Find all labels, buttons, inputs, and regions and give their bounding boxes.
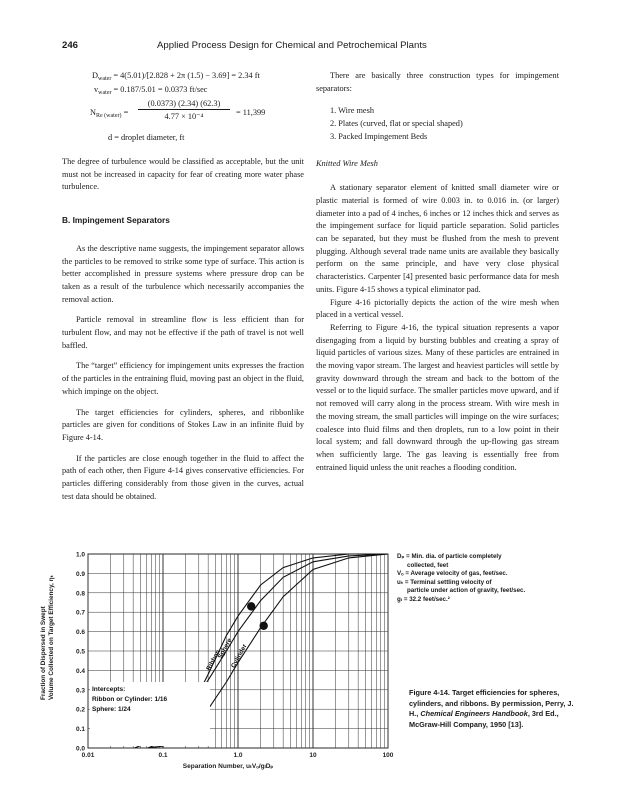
y-tick-label: 0.1: [75, 726, 85, 734]
list-item: 2. Plates (curved, flat or special shaped): [330, 119, 463, 129]
page-number: 246: [62, 40, 79, 51]
y-tick-label: 0.8: [75, 590, 85, 598]
y-tick-label: 0.9: [75, 570, 85, 578]
paragraph: The degree of turbulence would be classified as acceptable, but the unit must not be increased in capacity for fear of creating more water phase turbulence.: [62, 157, 304, 192]
y-tick-label: 0.0: [75, 745, 85, 753]
paragraph: As the descriptive name suggests, the impingement separator allows the particles to be removed to strike some type of surface. This action is better accomplished in pressure systems where pressure drop can be taken as a result of the turbulence which necessarily accompanies the removal action.: [62, 243, 304, 304]
legend-line: Vₒ = Average velocity of gas, feet/sec.: [397, 570, 508, 578]
paragraph: If the particles are close enough together in the fluid to affect the path of each other, then Figure 4-14 gives conservative efficiencies. For particles differing considerably from those given in the curves, actual test data should be obtained.: [62, 453, 304, 501]
annotation-text: Ribbon or Cylinder: 1/16: [92, 695, 168, 703]
list-item: 3. Packed Impingement Beds: [330, 131, 428, 141]
paragraph: Particle removal in streamline flow is less efficient than for turbulent flow, and may not be effective if the path of travel is not well baffled.: [62, 315, 304, 350]
legend-line: gₗ = 32.2 feet/sec.²: [397, 595, 450, 603]
caption-text: Figure 4-14. Target efficiencies for spheres, cylinders, and ribbons. By permission, Perry, J. H.,: [409, 688, 574, 718]
annotation-text: Sphere: 1/24: [92, 705, 131, 713]
equation-d-droplet: d = droplet diameter, ft: [108, 133, 185, 142]
running-title: Applied Process Design for Chemical and Petrochemical Plants: [157, 40, 427, 51]
caption-italic: Chemical Engineers Handbook: [420, 709, 528, 718]
y-tick-label: 0.5: [75, 648, 85, 656]
equation-reynolds: $N_{Re (water)}$ = (0.0373) (2.34) (62.3) 4.77 × 10⁻⁴ = 11,399: [90, 99, 266, 121]
construction-type-list: [316, 105, 559, 143]
chart-legend: [397, 553, 577, 605]
eq3-lhs: N: [90, 108, 96, 117]
legend-line: uₜ = Terminal settling velocity of: [397, 578, 492, 586]
eq2-symbol: v: [94, 85, 99, 94]
x-axis-label: Separation Number, uₜVₒ/gₗDₚ: [182, 763, 274, 770]
series-label-cylinder: Cylinder: [230, 643, 249, 670]
figure-caption: [409, 688, 579, 730]
x-tick-label: 0.01: [81, 752, 95, 759]
eq3-numerator: (0.0373) (2.34) (62.3): [138, 98, 230, 110]
legend-line: Dₚ = Min. dia. of particle completely: [397, 553, 502, 560]
paragraph: Figure 4-16 pictorially depicts the action of the wire mesh when placed in a vertical vessel.: [316, 297, 559, 320]
target-marker: [247, 602, 255, 610]
paragraph: There are basically three construction types for impingement separators:: [316, 71, 559, 93]
x-tick-label: 10: [309, 752, 317, 759]
y-tick-label: 0.3: [75, 687, 85, 695]
paragraph: The “target” efficiency for impingement units expresses the fraction of the particles in the entraining fluid, moving past an object in the fluid, which impinge on the object.: [62, 361, 304, 396]
eq1-symbol: D: [92, 71, 98, 80]
right-column: [316, 70, 559, 474]
y-axis-label: [40, 575, 56, 700]
equation-v-water: [94, 84, 304, 98]
paragraph: Referring to Figure 4-16, the typical situation represents a vapor disengaging from a liquid by bursting bubbles and creating a spray of liquid particles of various sizes. Many of these particles are entrained in the moving vapor stream. The largest and heaviest particles will settle by gravity downward through the stream and back to the bottom of the vessel or to the liquid surface. The smaller particles move upward, and if not removed will carry along in the process stream. With wire mesh in the moving stream, the small particles will impinge on the wire surfaces; coalesce into fluid films and then droplets, run to a low point in their local system; and fall downward through the up-flowing gas stream when sufficiently large. The gas leaving is essentially free from entrained liquid unless the unit reaches a flooding condition.: [316, 322, 559, 472]
left-column: [62, 70, 304, 503]
y-tick-label: 1.0: [75, 551, 85, 559]
page-header: [62, 40, 562, 54]
y-tick-label: 0.6: [75, 629, 85, 637]
y-tick-label: 0.2: [75, 706, 85, 714]
target-marker: [259, 622, 267, 630]
eq1-rest: = 4(5.01)/[2.828 + 2π (1.5) − 3.69] = 2.34 ft: [111, 71, 260, 80]
x-tick-label: 100: [382, 752, 394, 759]
eq2-rest: = 0.187/5.01 = 0.0373 ft/sec: [111, 85, 208, 94]
x-tick-label: 1.0: [233, 752, 243, 759]
target-efficiency-chart: [40, 548, 400, 780]
eq2-sub: water: [98, 90, 112, 96]
series-label-sphere: Sphere: [216, 637, 234, 660]
legend-line: particle under action of gravity, feet/sec.: [407, 587, 526, 595]
annotation-text: Intercepts:: [92, 685, 126, 693]
subsection-heading: Knitted Wire Mesh: [316, 158, 378, 168]
eq3-denominator: 4.77 × 10⁻⁴: [164, 112, 204, 121]
eq1-sub: water: [98, 76, 112, 82]
y-axis-label-line1: Fraction of Dispersed in Swept: [40, 606, 47, 700]
equation-d-water: [92, 70, 304, 84]
x-tick-label: 0.1: [158, 752, 168, 759]
y-axis-label-line2: Volume Collected on Target Efficiency, ηₜ: [48, 575, 55, 700]
paragraph: The target efficiencies for cylinders, spheres, and ribbonlike particles are given for conditions of Stokes Law in an infinite fluid by Figure 4-14.: [62, 407, 304, 442]
series-label-ribbon: Ribbon: [205, 648, 223, 672]
list-item: 1. Wire mesh: [330, 106, 374, 116]
section-heading: B. Impingement Separators: [62, 215, 170, 226]
legend-line: collected, feet: [407, 561, 449, 569]
y-tick-label: 0.7: [75, 609, 85, 617]
paragraph: A stationary separator element of knitted small diameter wire or plastic material is formed of wire 0.003 in. to 0.016 in. (or larger) diameter into a pad of 4 inches, 6 inches or 12 inches thick and serves as the impingement surface for liquid particle separation. Solid particles can be separated, but they must be flushed from the mesh to prevent plugging. Although several trade name units are available they basically perform on the same principle, and have very close physical characteristics. Carpenter [4] presented basic performance data for mesh units. Figure 4-15 shows a typical eliminator pad.: [316, 183, 559, 294]
caption-end: , 3rd Ed., McGraw-Hill Company, 1950 [13].: [409, 709, 559, 729]
eq3-lhs-sub: Re (water): [96, 113, 122, 119]
eq3-rhs: = 11,399: [236, 108, 266, 117]
y-tick-label: 0.4: [75, 667, 85, 675]
